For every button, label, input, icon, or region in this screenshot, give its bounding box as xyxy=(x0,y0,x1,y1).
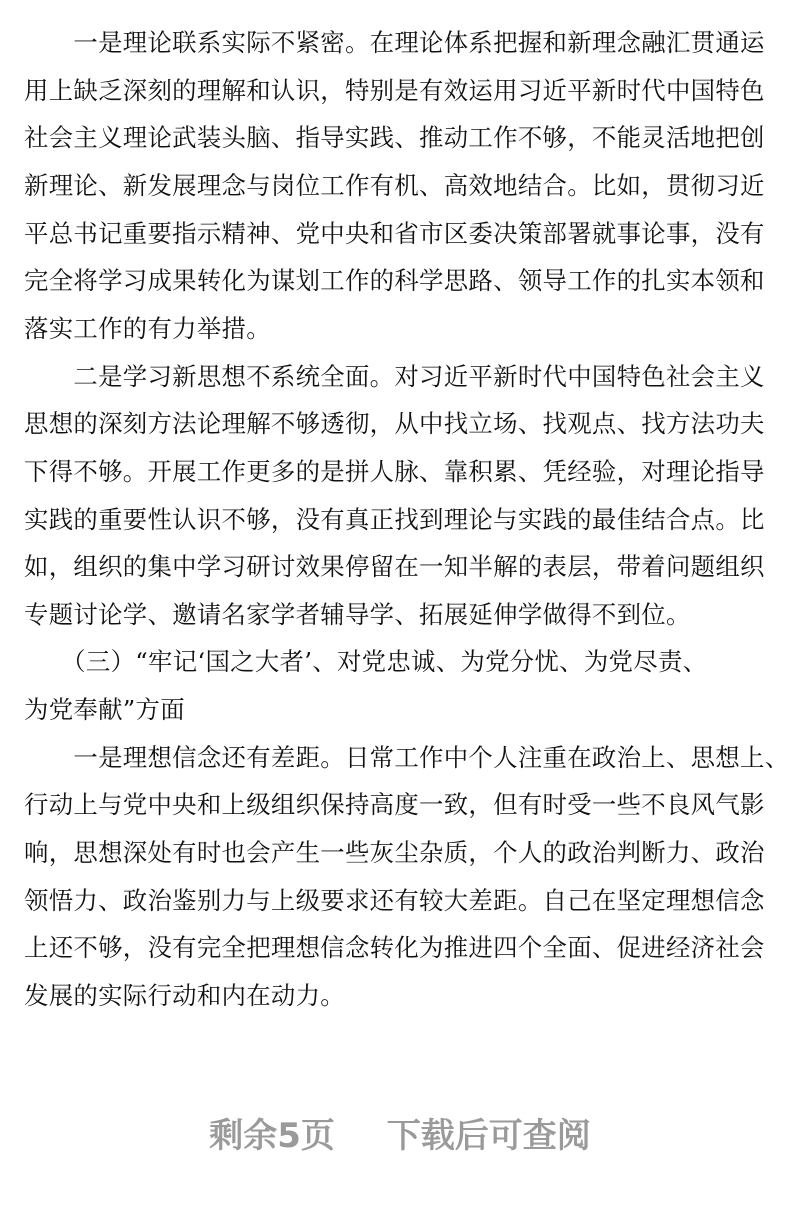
text-line: 专题讨论学、邀请名家学者辅导学、拓展延伸学做得不到位。 xyxy=(24,599,691,629)
text-line: 行动上与党中央和上级组织保持高度一致，但有时受一些不良风气影 xyxy=(24,790,765,820)
text-line: 二是学习新思想不系统全面。对习近平新时代中国特色社会主义 xyxy=(24,361,765,391)
text-line: 平总书记重要指示精神、党中央和省市区委决策部署就事论事，没有 xyxy=(24,218,765,248)
text-line: 一是理论联系实际不紧密。在理论体系把握和新理念融汇贯通运 xyxy=(24,28,765,57)
text-line: 领悟力、政治鉴别力与上级要求还有较大差距。自己在坚定理想信念 xyxy=(24,885,765,915)
remaining-pages-label[interactable]: 剩余5页 xyxy=(209,1116,335,1156)
download-prompt[interactable] xyxy=(0,1108,800,1157)
text-line: 思想的深刻方法论理解不够透彻，从中找立场、找观点、找方法功夫 xyxy=(24,409,765,439)
text-line: 完全将学习成果转化为谋划工作的科学思路、领导工作的扎实本领和 xyxy=(24,266,765,296)
text-line: 实践的重要性认识不够，没有真正找到理论与实践的最佳结合点。比 xyxy=(24,504,765,534)
text-line: 新理论、新发展理念与岗位工作有机、高效地结合。比如，贯彻习近 xyxy=(24,170,765,200)
text-line: 下得不够。开展工作更多的是拼人脉、靠积累、凭经验，对理论指导 xyxy=(24,456,765,486)
text-line: 如，组织的集中学习研讨效果停留在一知半解的表层，带着问题组织 xyxy=(24,552,765,582)
text-line: 响，思想深处有时也会产生一些灰尘杂质，个人的政治判断力、政治 xyxy=(24,838,765,868)
text-line: 落实工作的有力举措。 xyxy=(24,313,271,343)
text-line: 发展的实际行动和内在动力。 xyxy=(24,981,345,1010)
download-hint-label[interactable]: 下载后可查阅 xyxy=(386,1116,591,1156)
text-line: （三）“牢记‘国之大者’、对党忠诚、为党分忧、为党尽责、 xyxy=(24,647,708,677)
text-line: 上还不够，没有完全把理想信念转化为推进四个全面、促进经济社会 xyxy=(24,933,765,963)
text-line: 一是理想信念还有差距。日常工作中个人注重在政治上、思想上、 xyxy=(24,742,790,772)
text-line: 为党奉献”方面 xyxy=(24,695,185,725)
text-line: 用上缺乏深刻的理解和认识，特别是有效运用习近平新时代中国特色 xyxy=(24,75,765,105)
text-line: 社会主义理论武装头脑、指导实践、推动工作不够，不能灵活地把创 xyxy=(24,123,765,153)
